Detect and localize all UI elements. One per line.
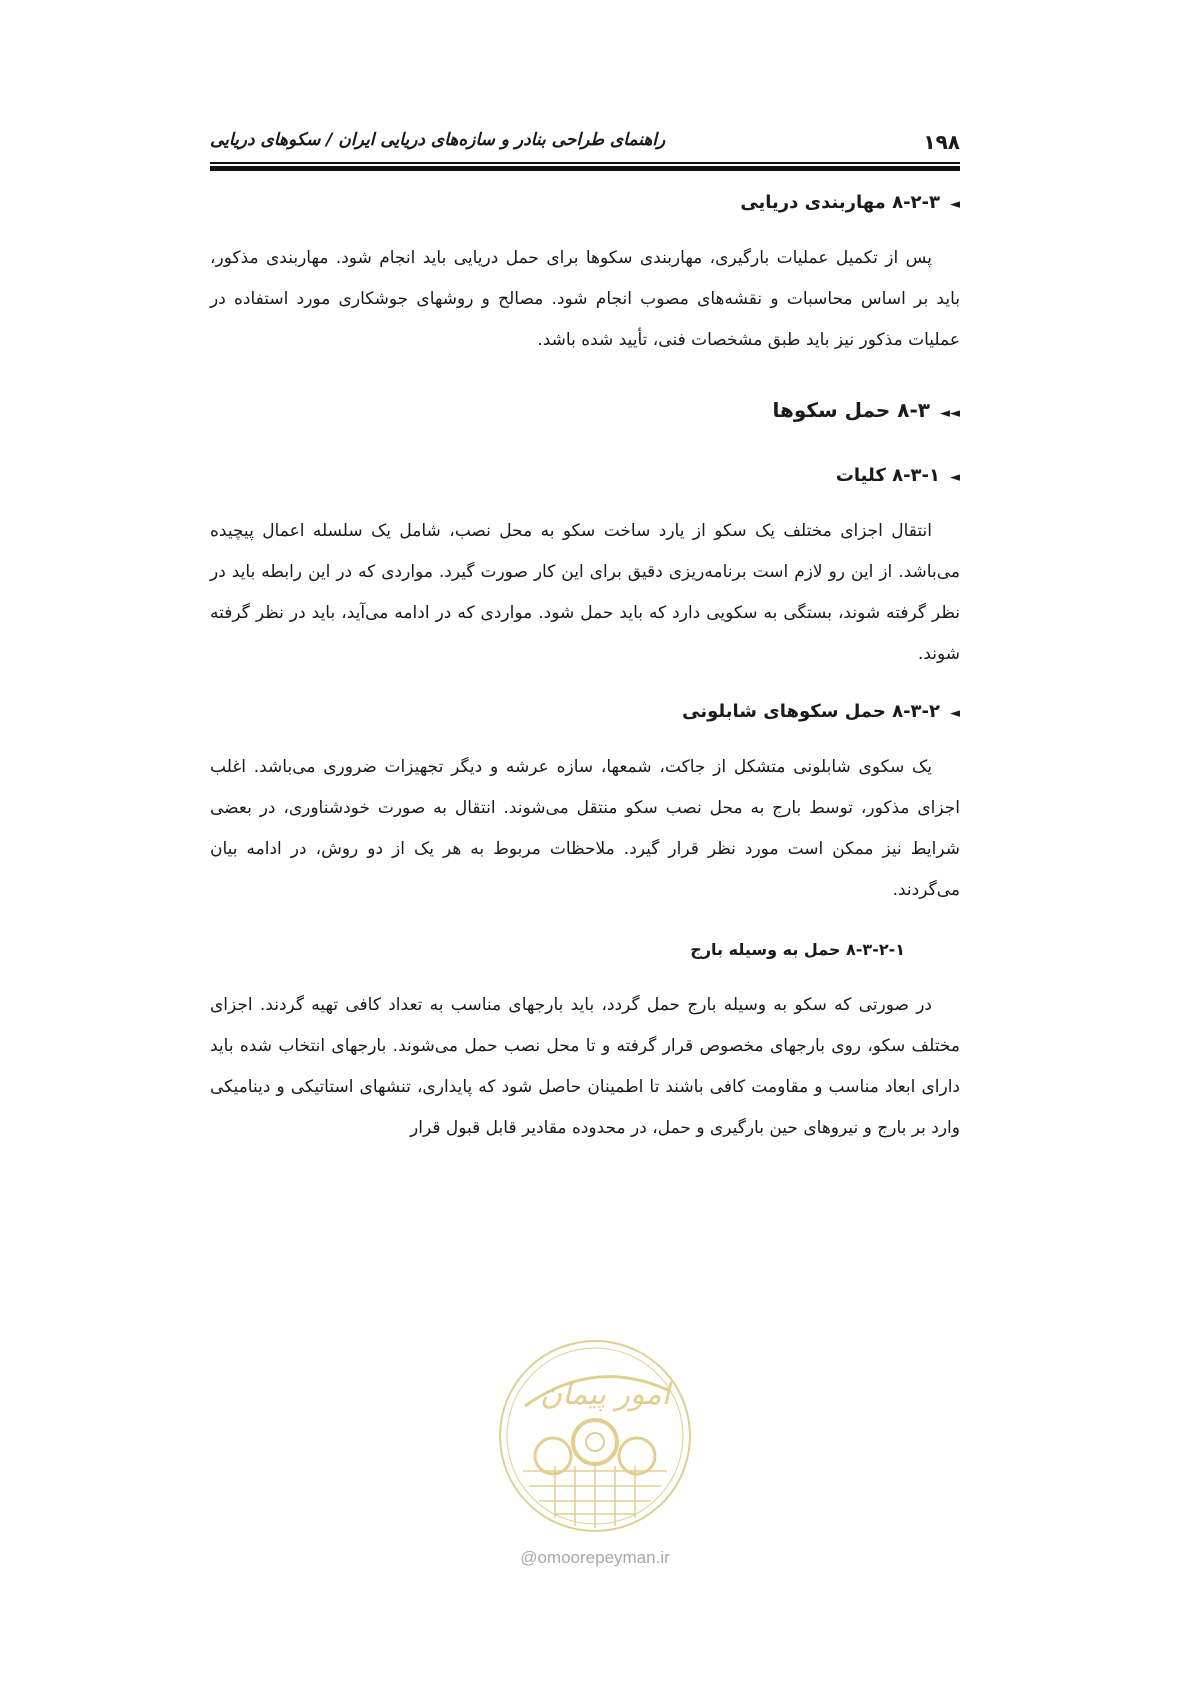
watermark-logo-lettering: امور پیمان: [540, 1377, 670, 1412]
page-number: ۱۹۸: [923, 130, 960, 154]
section-heading-text: ۸-۳-۲ حمل سکوهای شابلونی: [682, 701, 940, 722]
section-heading-text: ۸-۳-۱ کلیات: [835, 465, 940, 486]
paragraph-8-2-3: پس از تکمیل عملیات بارگیری، مهاربندی سکوها برای حمل دریایی باید انجام شود. مهاربندی مذکور، باید بر اساس محاسبات و نقشه‌های مصوب انجام شود. مصالح و روشهای جوشکاری مورد استفاده در عملیات مذکور نیز باید طبق مشخصات فنی، تأیید شده باشد.: [210, 248, 960, 350]
paragraph-8-3-2-1: در صورتی که سکو به وسیله بارج حمل گردد، باید بارجهای مناسب به تعداد کافی تهیه گردند. اجزای مختلف سکو، روی بارجهای مخصوص قرار گرفته و تا محل نصب حمل می‌شوند. بارجهای انتخاب شده باید دارای ابعاد مناسب و مقاومت کافی باشند تا اطمینان حاصل شود که پایداری، تنشهای استاتیکی و دینامیکی وارد بر بارج و نیروهای حین بارگیری و حمل، در محدوده مقادیر قابل قبول قرار: [210, 995, 960, 1138]
page-header: [210, 130, 960, 160]
section-heading-8-3-1: [210, 461, 960, 493]
section-heading-8-3: [210, 395, 960, 429]
header-rule-thin: [210, 162, 960, 164]
section-heading-text: ۸-۳ حمل سکوها: [772, 398, 930, 422]
running-title: راهنمای طراحی بنادر و سازه‌های دریایی ایران / سکوهای دریایی: [210, 130, 666, 150]
publisher-watermark-logo: [495, 1336, 695, 1536]
paragraph-8-3-1: انتقال اجزای مختلف یک سکو از یارد ساخت سکو به محل نصب، شامل یک سلسله اعمال پیچیده می‌باشد. از این رو لازم است برنامه‌ریزی دقیق برای این کار صورت گیرد. مواردی که در این رابطه باید در نظر گرفته شوند، بستگی به سکویی دارد که باید حمل شود. مواردی که در ادامه می‌آید، باید در نظر گرفته شوند.: [210, 521, 960, 664]
header-rule-thick: [210, 166, 960, 171]
section-heading-text: ۸-۲-۳ مهاربندی دریایی: [740, 192, 940, 213]
watermark-url: @omoorepeyman.ir: [520, 1548, 670, 1567]
single-arrow-marker-icon: ◄: [950, 470, 960, 485]
section-heading-8-3-2-1: ۸-۳-۲-۱ حمل به وسیله بارج: [690, 940, 905, 959]
single-arrow-marker-icon: ◄: [950, 197, 960, 212]
page-body: [210, 188, 960, 1149]
single-arrow-marker-icon: ◄: [950, 706, 960, 721]
section-heading-8-3-2: [210, 697, 960, 729]
section-heading-8-2-3: [210, 188, 960, 220]
paragraph-8-3-2: یک سکوی شابلونی متشکل از جاکت، شمعها، سازه عرشه و دیگر تجهیزات ضروری می‌باشد. اغلب اجزای مذکور، توسط بارج به محل نصب سکو منتقل می‌شوند. انتقال به صورت خودشناوری، در بعضی شرایط نیز ممکن است مورد نظر قرار گیرد. ملاحظات مربوط به هر یک از دو روش، در ادامه بیان می‌گردند.: [210, 757, 960, 900]
double-arrow-marker-icon: ◄◄: [940, 406, 960, 421]
